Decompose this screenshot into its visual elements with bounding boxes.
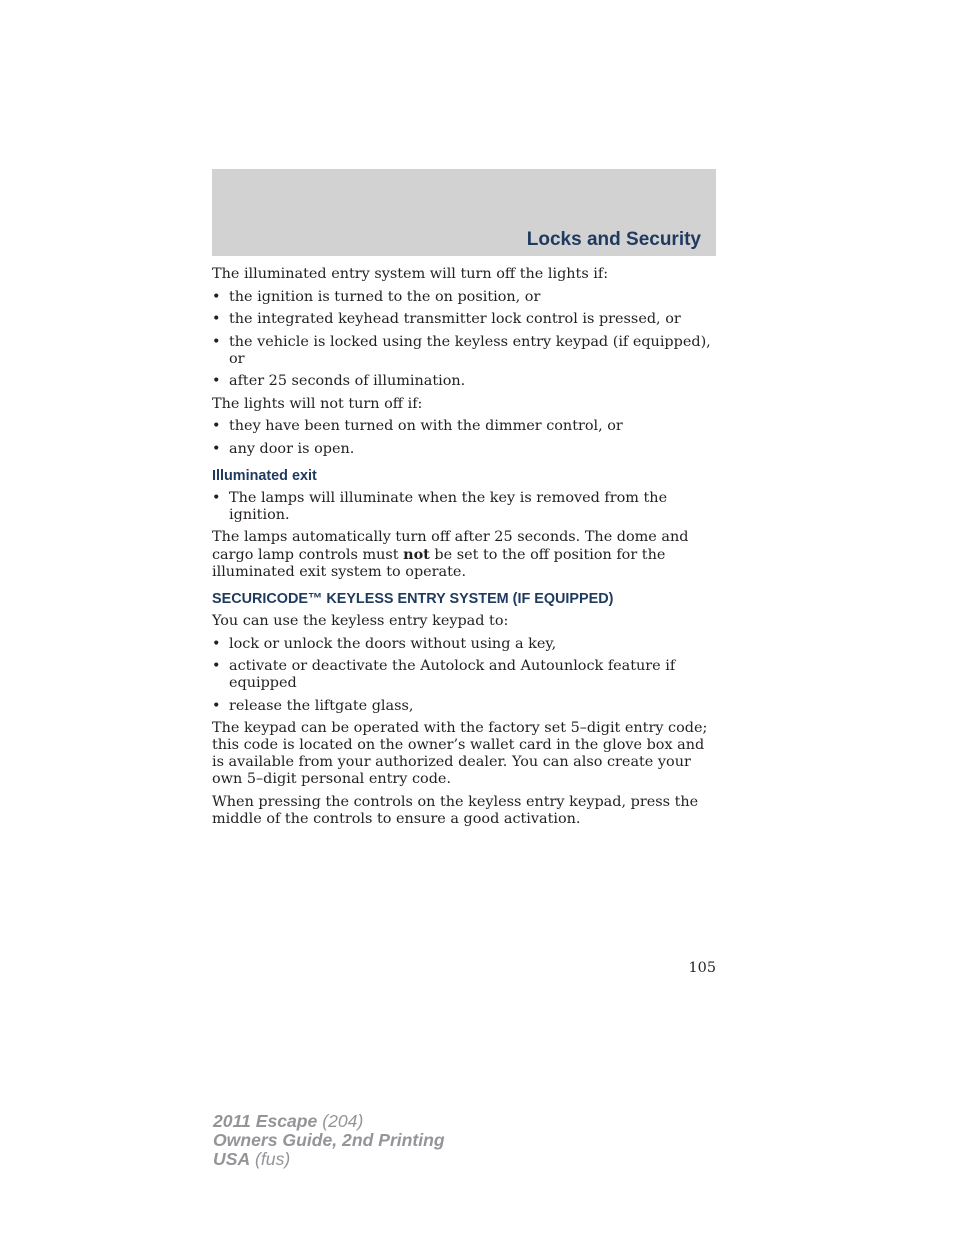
footer-line-3: USA (fus) <box>213 1149 291 1169</box>
bullet-icon: • <box>212 658 221 674</box>
securicode-heading: SECURICODE™ KEYLESS ENTRY SYSTEM (IF EQUIPPED) <box>212 591 614 607</box>
list-item: • any door is open. <box>212 440 355 457</box>
intro-text: The illuminated entry system will turn off the lights if: <box>212 266 609 282</box>
page-number: 105 <box>688 960 716 976</box>
bullet-icon: • <box>212 373 221 389</box>
section-title: Locks and Security <box>526 229 701 250</box>
bullet-icon: • <box>212 288 221 305</box>
bullet-icon: • <box>212 440 221 457</box>
list-item: • lock or unlock the doors without using a key, <box>212 635 557 652</box>
page-content <box>212 266 716 833</box>
list-item: • they have been turned on with the dimmer control, or <box>212 418 623 434</box>
list-item: • release the liftgate glass, <box>212 697 414 714</box>
list-item: • The lamps will illuminate when the key is removed from the ignition. <box>212 489 668 523</box>
list-item: • the integrated keyhead transmitter lock control is pressed, or <box>212 311 681 327</box>
not-off-intro-text: The lights will not turn off if: <box>212 395 423 412</box>
bullet-icon: • <box>212 418 221 434</box>
bullet-icon: • <box>212 635 221 652</box>
list-item: • the ignition is turned to the on position, or <box>212 288 541 305</box>
bullet-icon: • <box>212 697 221 714</box>
bullet-icon: • <box>212 489 221 506</box>
bullet-icon: • <box>212 333 221 350</box>
securicode-intro: You can use the keyless entry keypad to: <box>212 613 509 629</box>
list-item: • after 25 seconds of illumination. <box>212 373 466 389</box>
illuminated-exit-heading: Illuminated exit <box>212 467 317 484</box>
list-item: • the vehicle is locked using the keyless entry keypad (if equipped), or <box>212 333 711 367</box>
illuminated-exit-paragraph: The lamps automatically turn off after 25 seconds. The dome and cargo lamp controls must not be set to the off position for the illuminated exit system to operate. <box>212 529 689 580</box>
keypad-press-paragraph: When pressing the controls on the keyless entry keypad, press the middle of the controls to ensure a good activation. <box>212 793 699 827</box>
list-item: • activate or deactivate the Autolock and Autounlock feature if equipped <box>212 658 676 691</box>
emphasis-not: not <box>403 546 430 563</box>
section-header-band <box>212 169 716 256</box>
footer-line-1: 2011 Escape (204) <box>213 1111 364 1131</box>
footer-line-2: Owners Guide, 2nd Printing <box>213 1130 445 1150</box>
footer-imprint <box>213 1112 445 1169</box>
keypad-code-paragraph: The keypad can be operated with the factory set 5–digit entry code; this code is located on the owner’s wallet card in the glove box and is available from your authorized dealer. You can also create your own 5–digit personal entry code. <box>212 720 708 787</box>
bullet-icon: • <box>212 311 221 327</box>
